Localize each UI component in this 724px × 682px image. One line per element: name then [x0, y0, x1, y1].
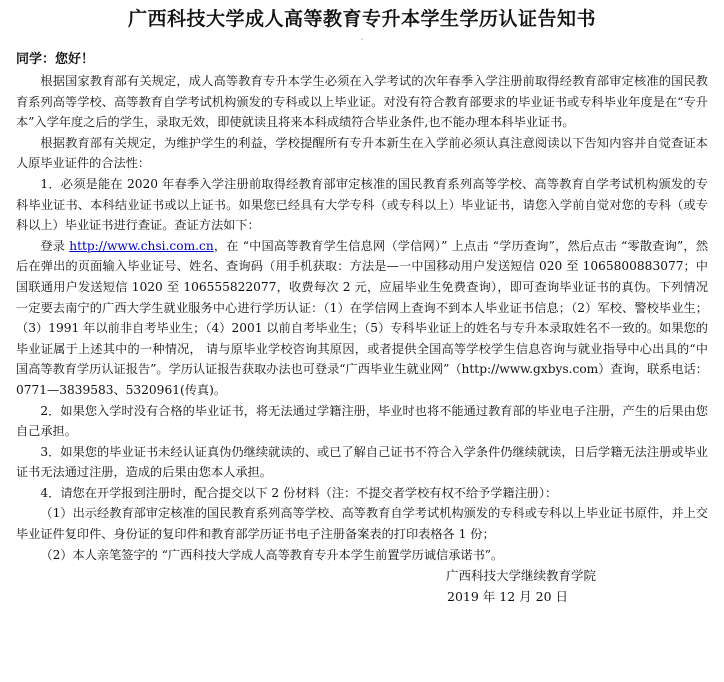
signature-date: 2019 年 12 月 20 日 [447, 589, 568, 605]
login-prefix: 登录 [40, 238, 70, 253]
item-4-2: （2）本人亲笔签字的 “广西科技大学成人高等教育专升本学生前置学历诚信承诺书”。 [40, 547, 504, 562]
item-4: 4．请您在开学报到注册时，配合提交以下 2 份材料（注：不提交者学校有权不给予学籍注册）： [40, 485, 558, 500]
paragraph-reminder: 根据教育部有关规定，为维护学生的利益，学校提醒所有专升本新生在入学前必须认真注意阅读以下告知内容并自觉查证本人原毕业证件的合法性： [16, 135, 708, 171]
item-1-verification [16, 236, 708, 401]
chsi-link[interactable]: http://www.chsi.com.cn [69, 238, 214, 253]
item-2: 2．如果您入学时没有合格的毕业证书，将无法通过学籍注册，毕业时也将不能通过教育部的毕业电子注册，产生的后果由您自己承担。 [16, 403, 708, 439]
item-3: 3．如果您的毕业证书未经认证真伪仍继续就读的、或已了解自己证书不符合入学条件仍继续就读，日后学籍无法注册或毕业证书无法通过注册，造成的后果由您本人承担。 [16, 444, 708, 480]
paragraph-regulation: 根据国家教育部有关规定，成人高等教育专升本学生必须在入学考试的次年春季入学注册前取得经教育部审定核准的国民教育系列高等学校、高等教育自学考试机构颁发的专科或以上毕业证。对没有符合教育部要求的毕业证书或专科毕业年度是在“专升本”入学年度之后的学生，录取无效，即使就读且将来本科成绩符合毕业条件,也不能办理本科毕业证书。 [16, 74, 708, 130]
document-title: 广西科技大学成人高等教育专升本学生学历认证告知书 [127, 8, 596, 30]
greeting: 同学：您好！ [16, 52, 95, 67]
signature-organization: 广西科技大学继续教育学院 [445, 568, 596, 584]
verification-text: ，在 “中国高等教育学生信息网（学信网）” 上点击 “学历查询”，然后点击 “零散查询”，然后在弹出的页面输入毕业证号、姓名、查询码（用手机获取：方法是—一中国移动用户发送短信 020 至 1065800883077；中国联通用户发送短信 1020 至 106555822077，收费每次 2 元，应届毕业生免费查询），即可查询毕业证书的真伪。下列情况一定要去南宁的广西大学生就业服务中心进行学历认证：（1）在学信网上查询不到本人毕业证书信息；（2）军校、警校毕业生；（3）1991 年以前非自考毕业生；（4）2001 以前自考毕业生；（5）专科毕业证上的姓名与专升本录取姓名不一致的。如果您的毕业证属于上述其中的一种情况， 请与原毕业学校咨询其原因，或者提供全国高等学校学生信息咨询与就业指导中心出具的“中国高等教育学历认证报告”。学历认证报告获取办法也可登录“广西毕业生就业网”（http://www.gxbys.com）查询，联系电话：0771—3839583、5320961(传真)。 [16, 238, 709, 397]
item-4-1: （1）出示经教育部审定核准的国民教育系列高等学校、高等教育自学考试机构颁发的专科或专科以上毕业证书原件，并上交毕业证件复印件、身份证的复印件和教育部学历证书电子注册备案表的打印表格各 1 份； [16, 506, 708, 542]
item-1: 1．必须是能在 2020 年春季入学注册前取得经教育部审定核准的国民教育系列高等学校、高等教育自学考试机构颁发的专科毕业证书、本科结业证书或以上证书。如果您已经具有大学专科（或专科以上）毕业证书，请您入学前自觉对您的专科（或专科以上）毕业证书进行查证。查证方法如下： [16, 176, 708, 233]
center-mark: · [360, 35, 364, 44]
